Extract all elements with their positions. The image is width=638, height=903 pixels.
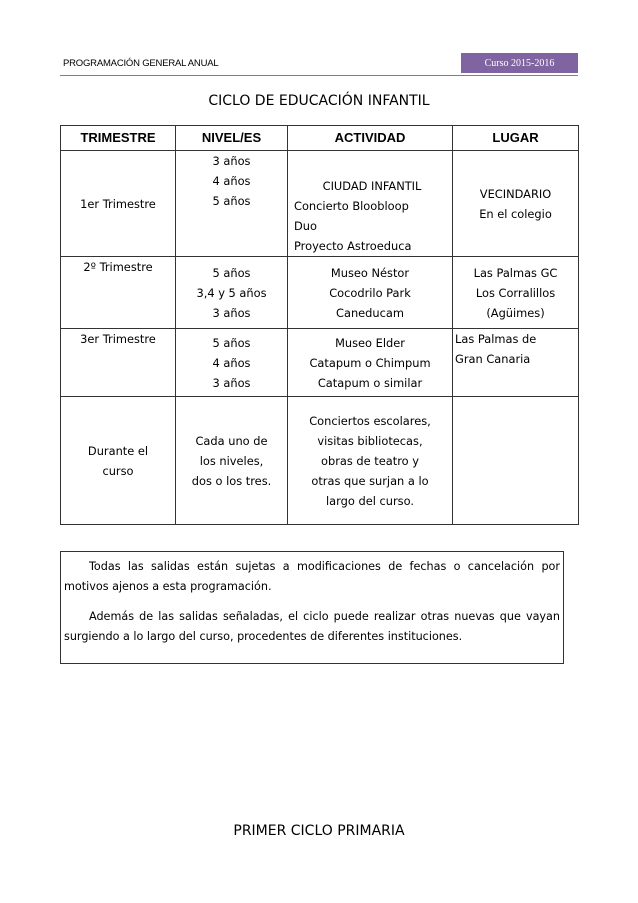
column-header-lugar: LUGAR <box>453 126 579 151</box>
cell-line: curso <box>102 463 134 478</box>
cell-line: Museo Néstor <box>330 265 410 280</box>
cell-trimestre <box>61 151 176 257</box>
cell-lugar <box>453 257 579 329</box>
cell-nivel <box>176 329 288 397</box>
cell-line: visitas bibliotecas, <box>317 433 423 448</box>
column-header-nivel: NIVEL/ES <box>176 126 288 151</box>
cell-line: 3 años <box>212 154 251 168</box>
cell-nivel <box>176 397 288 525</box>
cell-line: 1er Trimestre <box>80 196 156 211</box>
cell-line: Las Palmas de <box>455 332 537 346</box>
header-divider <box>60 75 578 76</box>
table-row <box>61 257 579 329</box>
course-badge: Curso 2015-2016 <box>461 53 578 73</box>
cell-line: En el colegio <box>479 206 552 221</box>
notice-box <box>60 551 564 664</box>
column-header-trimestre: TRIMESTRE <box>61 126 176 151</box>
cell-line: 3er Trimestre <box>80 332 156 346</box>
cell-actividad <box>288 151 453 257</box>
table-header-row <box>61 126 579 151</box>
table-row <box>61 329 579 397</box>
cell-line: 4 años <box>212 355 251 370</box>
cell-line: Duo <box>294 219 317 233</box>
cell-trimestre <box>61 397 176 525</box>
cell-line: Concierto Bloobloop <box>294 199 409 213</box>
cell-lugar-empty <box>453 397 579 525</box>
cell-actividad <box>288 329 453 397</box>
cell-line: Proyecto Astroeduca <box>294 239 412 253</box>
notice-paragraph: Además de las salidas señaladas, el ciclo puede realizar otras nuevas que vayan surgiendo a lo largo del curso, procedentes de diferentes instituciones. <box>64 610 560 643</box>
cell-line: Gran Canaria <box>455 352 531 366</box>
cell-line: dos o los tres. <box>191 473 272 488</box>
cell-actividad <box>288 397 453 525</box>
cell-line: VECINDARIO <box>479 186 552 201</box>
cell-line: 2º Trimestre <box>83 260 153 274</box>
cell-lugar <box>453 151 579 257</box>
cell-trimestre <box>61 257 176 329</box>
cell-line: Museo Elder <box>335 335 405 350</box>
cell-line: Cada uno de <box>195 433 268 448</box>
column-header-actividad: ACTIVIDAD <box>288 126 453 151</box>
cell-lugar <box>453 329 579 397</box>
cell-line: Los Corralillos <box>475 285 556 300</box>
table-row <box>61 397 579 525</box>
cell-line: Cocodrilo Park <box>329 285 411 300</box>
cell-line: 5 años <box>212 194 251 208</box>
cell-line: los niveles, <box>199 453 264 468</box>
cell-line: obras de teatro y <box>321 453 419 468</box>
cell-line: Catapum o Chimpum <box>309 355 431 370</box>
cell-trimestre <box>61 329 176 397</box>
cell-line: largo del curso. <box>326 493 414 508</box>
cell-line: Conciertos escolares, <box>309 413 431 428</box>
cell-line: Durante el <box>87 443 149 458</box>
cell-line: 5 años <box>212 265 251 280</box>
cell-line: Las Palmas GC <box>473 265 558 280</box>
infantil-section-title: CICLO DE EDUCACIÓN INFANTIL <box>208 93 430 109</box>
activities-table <box>60 125 579 525</box>
header-document-title: PROGRAMACIÓN GENERAL ANUAL <box>63 58 219 69</box>
cell-nivel <box>176 151 288 257</box>
table-row <box>61 151 579 257</box>
cell-line: CIUDAD INFANTIL <box>322 179 422 193</box>
cell-line: otras que surjan a lo <box>311 473 429 488</box>
primaria-section-title: PRIMER CICLO PRIMARIA <box>233 823 405 839</box>
cell-line: 3 años <box>212 375 251 390</box>
cell-line: 3,4 y 5 años <box>196 285 267 300</box>
notice-paragraph: Todas las salidas están sujetas a modificaciones de fechas o cancelación por motivos ajenos a esta programación. <box>64 560 560 593</box>
cell-nivel <box>176 257 288 329</box>
cell-line: (Agüimes) <box>486 305 545 320</box>
cell-line: 3 años <box>212 305 251 320</box>
cell-actividad <box>288 257 453 329</box>
cell-line: Caneducam <box>336 305 404 320</box>
cell-line: 4 años <box>212 174 251 188</box>
cell-line: Catapum o similar <box>317 375 423 390</box>
cell-line: 5 años <box>212 335 251 350</box>
